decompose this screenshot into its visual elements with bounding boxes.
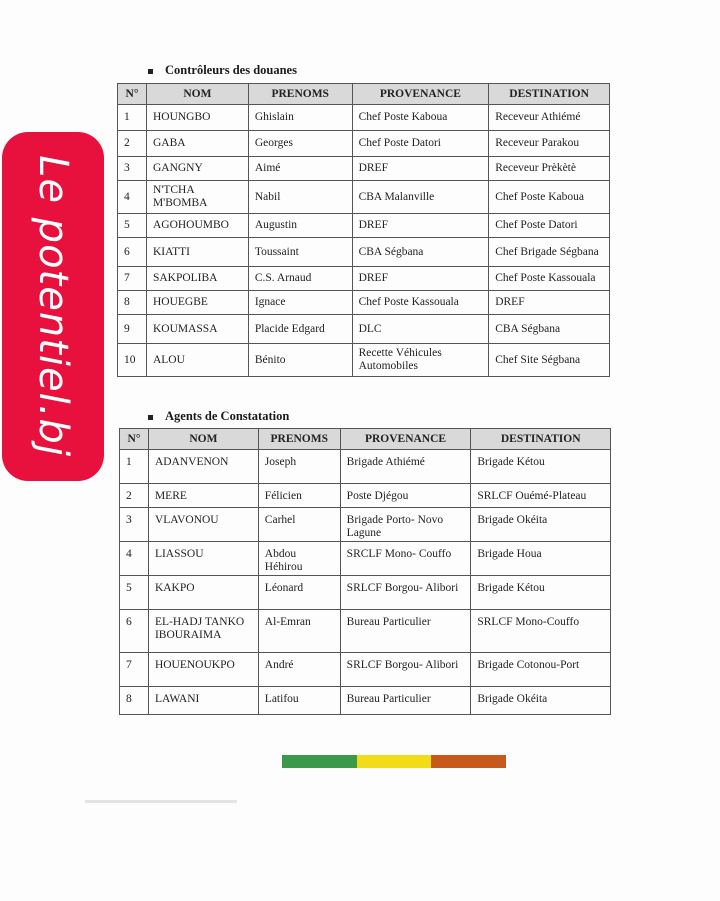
table-row (118, 157, 610, 181)
row-provenance-cell: DREF (352, 214, 489, 238)
table-row (120, 576, 611, 610)
row-nom-cell: HOUENOUKPO (148, 653, 258, 687)
row-destination-cell: CBA Ségbana (489, 315, 610, 344)
row-destination-cell: Receveur Athiémé (489, 105, 610, 131)
row-destination-cell: Chef Poste Datori (489, 214, 610, 238)
row-num-cell: 3 (120, 508, 149, 542)
row-nom-cell: KIATTI (146, 238, 248, 267)
row-nom-cell: N'TCHA M'BOMBA (146, 181, 248, 214)
table-row (118, 181, 610, 214)
row-nom-cell: KAKPO (148, 576, 258, 610)
header-prenoms: PRENOMS (248, 84, 352, 105)
row-nom-cell: EL-HADJ TANKO IBOURAIMA (148, 610, 258, 653)
row-num-cell: 2 (120, 484, 149, 508)
row-destination-cell: Chef Brigade Ségbana (489, 238, 610, 267)
row-nom-cell: GANGNY (146, 157, 248, 181)
table-row (120, 610, 611, 653)
row-nom-cell: SAKPOLIBA (146, 267, 248, 291)
row-prenoms-cell: Augustin (248, 214, 352, 238)
table-row (120, 687, 611, 715)
row-destination-cell: Brigade Cotonou-Port (471, 653, 611, 687)
row-nom-cell: LAWANI (148, 687, 258, 715)
table-row (118, 344, 610, 377)
row-provenance-cell: Poste Djégou (340, 484, 471, 508)
table-header-row (120, 429, 611, 450)
row-nom-cell: VLAVONOU (148, 508, 258, 542)
agents-table (119, 428, 611, 715)
bullet-icon (148, 69, 153, 74)
row-destination-cell: Receveur Parakou (489, 131, 610, 157)
row-nom-cell: HOUEGBE (146, 291, 248, 315)
watermark-text: Le potentiel.bj (30, 155, 76, 457)
row-prenoms-cell: C.S. Arnaud (248, 267, 352, 291)
row-num-cell: 4 (118, 181, 147, 214)
row-provenance-cell: Chef Poste Datori (352, 131, 489, 157)
row-destination-cell: Chef Poste Kassouala (489, 267, 610, 291)
table-row (120, 653, 611, 687)
row-num-cell: 3 (118, 157, 147, 181)
row-nom-cell: GABA (146, 131, 248, 157)
header-destination: DESTINATION (489, 84, 610, 105)
row-provenance-cell: Brigade Porto- Novo Lagune (340, 508, 471, 542)
row-num-cell: 4 (120, 542, 149, 576)
row-destination-cell: Brigade Okéita (471, 687, 611, 715)
row-prenoms-cell: Placide Edgard (248, 315, 352, 344)
row-destination-cell: SRLCF Ouémé-Plateau (471, 484, 611, 508)
row-destination-cell: DREF (489, 291, 610, 315)
row-destination-cell: Brigade Kétou (471, 450, 611, 484)
row-destination-cell: Chef Poste Kaboua (489, 181, 610, 214)
footer-divider (85, 800, 237, 803)
row-provenance-cell: CBA Ségbana (352, 238, 489, 267)
row-provenance-cell: Recette Véhicules Automobiles (352, 344, 489, 377)
header-provenance: PROVENANCE (352, 84, 489, 105)
row-provenance-cell: SRLCF Borgou- Alibori (340, 576, 471, 610)
row-prenoms-cell: André (258, 653, 340, 687)
table-header-row (118, 84, 610, 105)
header-provenance: PROVENANCE (340, 429, 471, 450)
row-num-cell: 8 (118, 291, 147, 315)
table-row (118, 105, 610, 131)
table-row (118, 214, 610, 238)
row-nom-cell: ADANVENON (148, 450, 258, 484)
row-provenance-cell: DLC (352, 315, 489, 344)
table-row (118, 131, 610, 157)
row-provenance-cell: DREF (352, 267, 489, 291)
row-prenoms-cell: Joseph (258, 450, 340, 484)
row-provenance-cell: Bureau Particulier (340, 687, 471, 715)
row-prenoms-cell: Latifou (258, 687, 340, 715)
row-prenoms-cell: Toussaint (248, 238, 352, 267)
row-num-cell: 6 (120, 610, 149, 653)
header-nom: NOM (146, 84, 248, 105)
header-destination: DESTINATION (471, 429, 611, 450)
row-provenance-cell: Chef Poste Kassouala (352, 291, 489, 315)
row-provenance-cell: Bureau Particulier (340, 610, 471, 653)
row-num-cell: 6 (118, 238, 147, 267)
header-nom: NOM (148, 429, 258, 450)
flag-stripe-green (282, 755, 357, 768)
table-row (120, 542, 611, 576)
table-row (120, 484, 611, 508)
table-row (118, 267, 610, 291)
row-num-cell: 5 (120, 576, 149, 610)
row-prenoms-cell: Félicien (258, 484, 340, 508)
row-prenoms-cell: Al-Emran (258, 610, 340, 653)
row-nom-cell: HOUNGBO (146, 105, 248, 131)
bullet-icon (148, 415, 153, 420)
row-destination-cell: Chef Site Ségbana (489, 344, 610, 377)
table-row (118, 291, 610, 315)
row-prenoms-cell: Georges (248, 131, 352, 157)
table-row (118, 238, 610, 267)
row-nom-cell: MERE (148, 484, 258, 508)
row-num-cell: 1 (118, 105, 147, 131)
controleurs-table (117, 83, 610, 377)
row-nom-cell: ALOU (146, 344, 248, 377)
row-prenoms-cell: Carhel (258, 508, 340, 542)
row-nom-cell: KOUMASSA (146, 315, 248, 344)
section-title-text: Agents de Constatation (165, 409, 290, 423)
row-destination-cell: Receveur Prèkètè (489, 157, 610, 181)
header-num: N° (118, 84, 147, 105)
row-destination-cell: Brigade Houa (471, 542, 611, 576)
row-prenoms-cell: Léonard (258, 576, 340, 610)
table-row (118, 315, 610, 344)
row-provenance-cell: Brigade Athiémé (340, 450, 471, 484)
table-row (120, 508, 611, 542)
row-destination-cell: Brigade Okéita (471, 508, 611, 542)
row-provenance-cell: Chef Poste Kaboua (352, 105, 489, 131)
row-num-cell: 7 (118, 267, 147, 291)
row-num-cell: 1 (120, 450, 149, 484)
row-provenance-cell: SRCLF Mono- Couffo (340, 542, 471, 576)
row-provenance-cell: SRLCF Borgou- Alibori (340, 653, 471, 687)
row-prenoms-cell: Nabil (248, 181, 352, 214)
header-num: N° (120, 429, 149, 450)
row-nom-cell: AGOHOUMBO (146, 214, 248, 238)
row-destination-cell: SRLCF Mono-Couffo (471, 610, 611, 653)
row-num-cell: 5 (118, 214, 147, 238)
table-row (120, 450, 611, 484)
section-title-text: Contrôleurs des douanes (165, 63, 297, 77)
row-num-cell: 7 (120, 653, 149, 687)
row-num-cell: 10 (118, 344, 147, 377)
row-prenoms-cell: Bénito (248, 344, 352, 377)
header-prenoms: PRENOMS (258, 429, 340, 450)
row-destination-cell: Brigade Kétou (471, 576, 611, 610)
row-prenoms-cell: Ghislain (248, 105, 352, 131)
section-title-agents (148, 409, 289, 424)
row-nom-cell: LIASSOU (148, 542, 258, 576)
row-prenoms-cell: Ignace (248, 291, 352, 315)
row-prenoms-cell: Abdou Héhirou (258, 542, 340, 576)
row-provenance-cell: DREF (352, 157, 489, 181)
row-num-cell: 8 (120, 687, 149, 715)
row-provenance-cell: CBA Malanville (352, 181, 489, 214)
flag-stripe-yellow (357, 755, 431, 768)
row-num-cell: 9 (118, 315, 147, 344)
section-title-controleurs (148, 63, 297, 78)
watermark-logo (2, 132, 104, 481)
row-num-cell: 2 (118, 131, 147, 157)
flag-stripe-red (431, 755, 506, 768)
row-prenoms-cell: Aimé (248, 157, 352, 181)
